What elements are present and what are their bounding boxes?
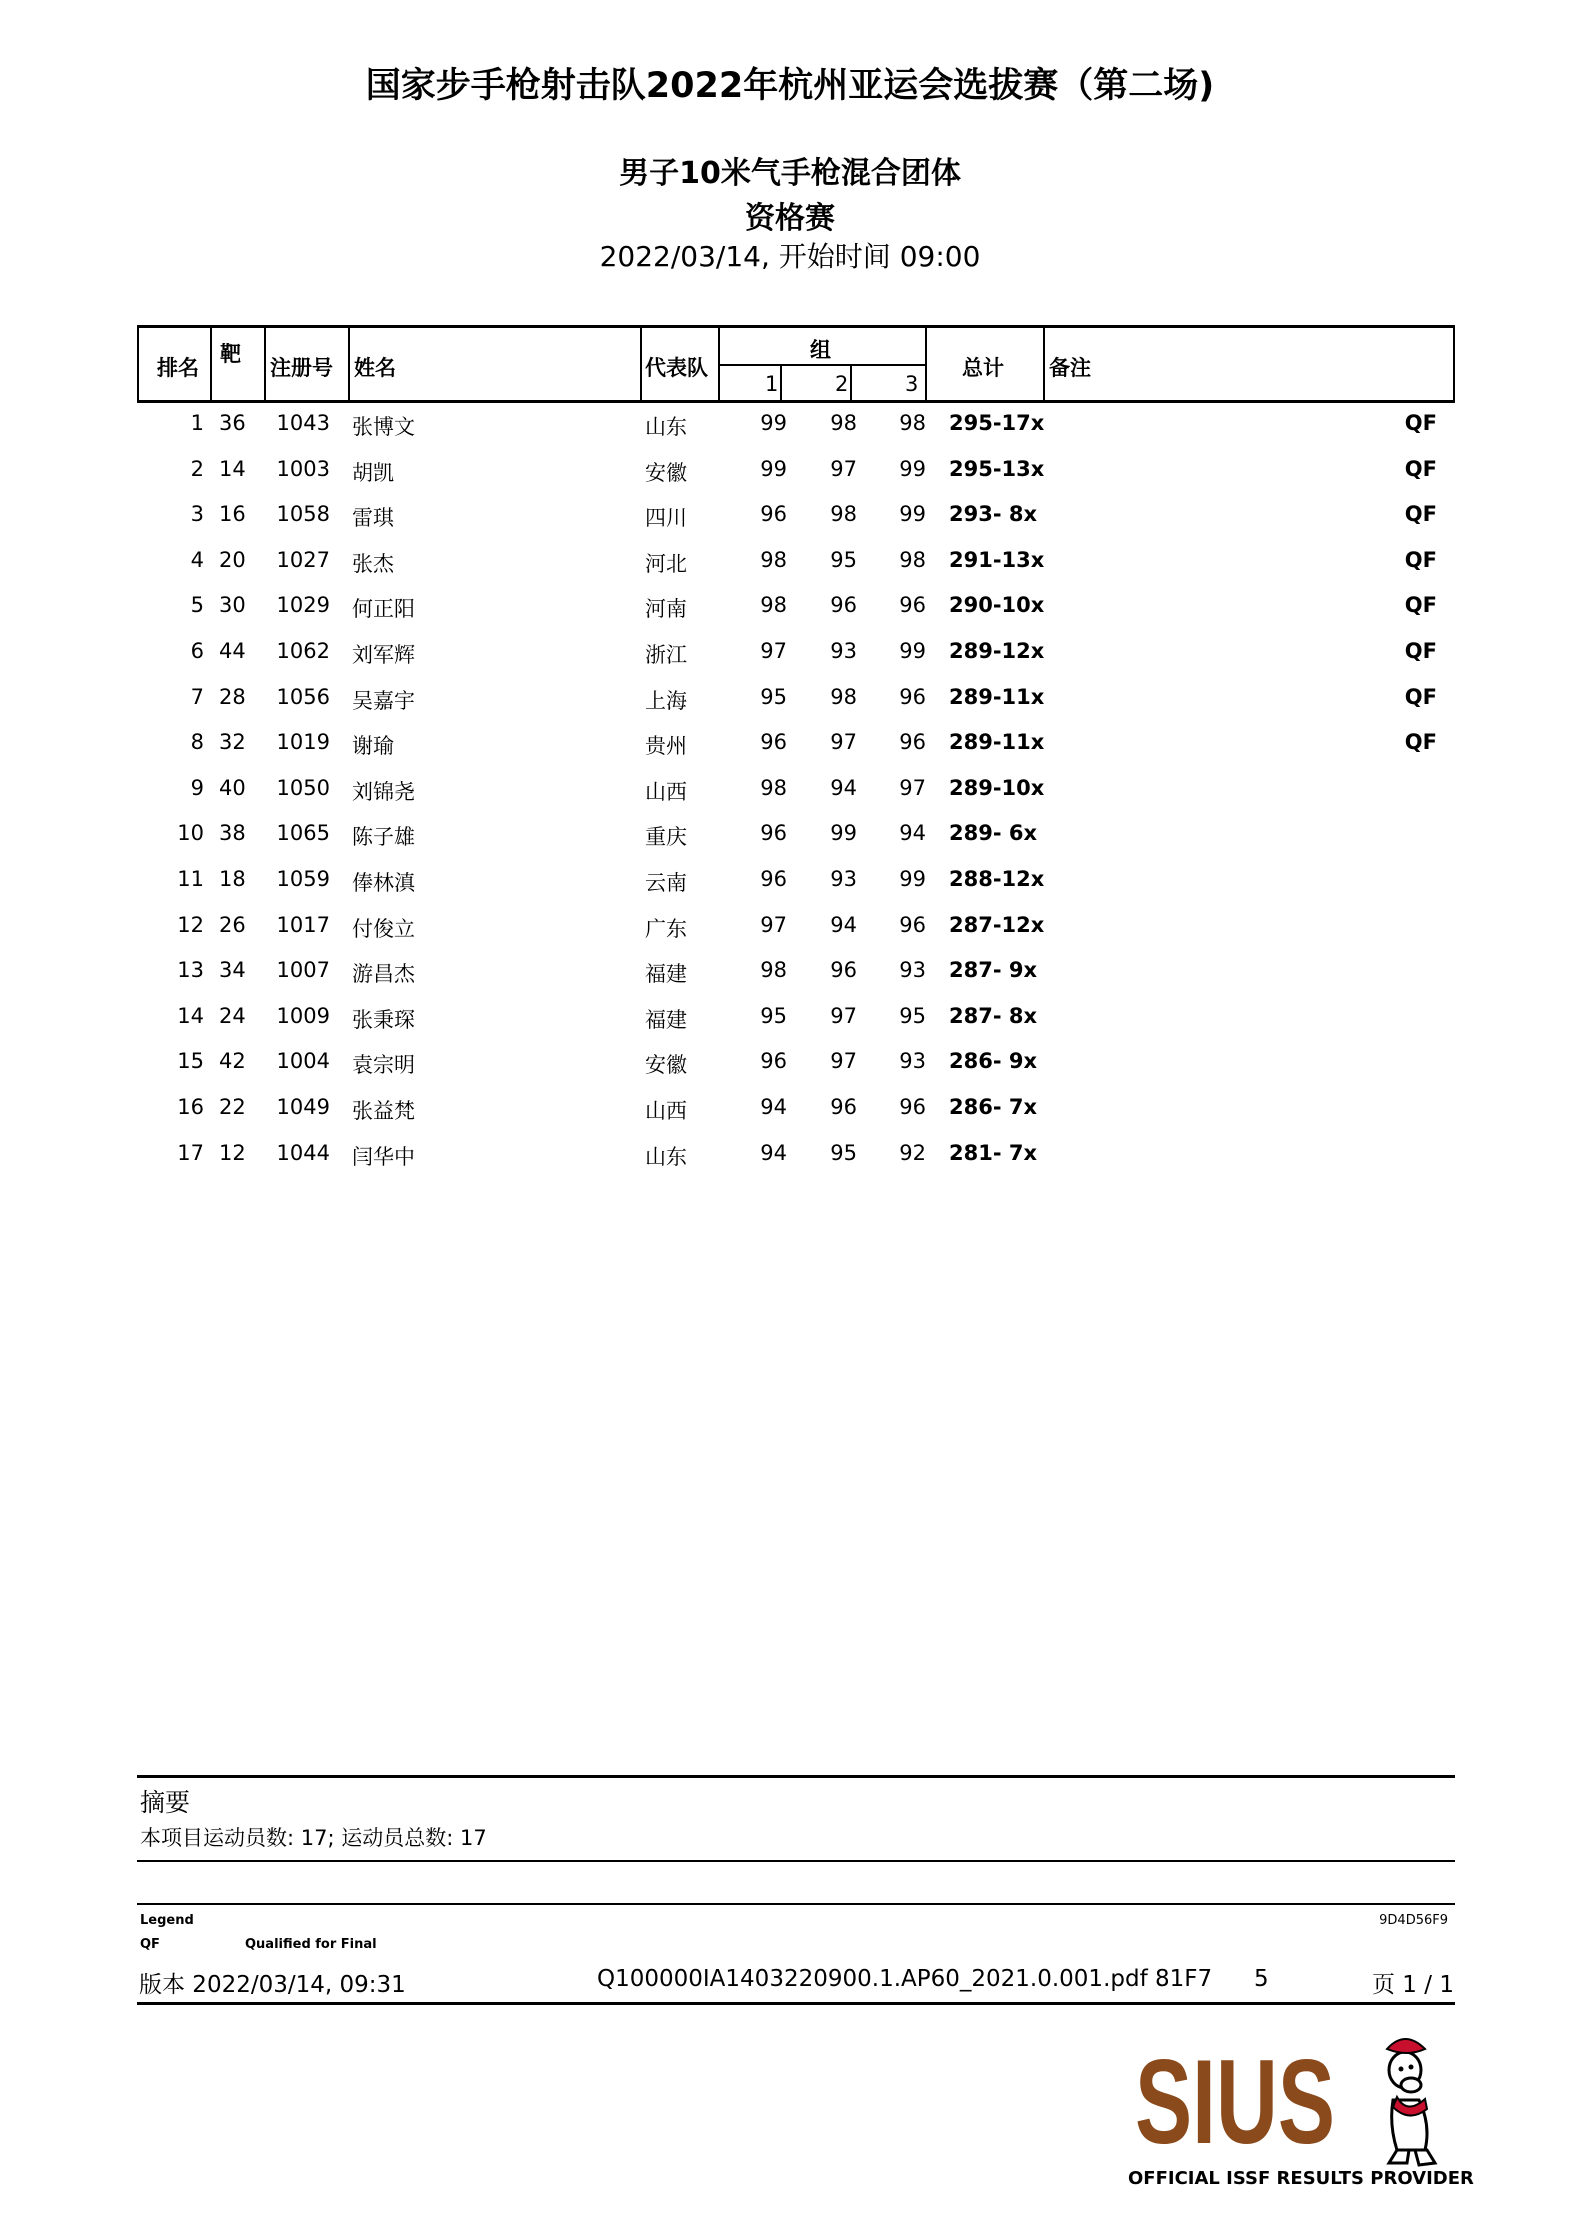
total-cell: 287-12x [949, 912, 1045, 937]
name-cell: 刘军辉 [352, 642, 415, 667]
reg-cell: 1059 [276, 866, 330, 891]
reg-cell: 1050 [276, 775, 330, 800]
total-cell: 286- 7x [949, 1094, 1038, 1119]
reg-cell: 1027 [276, 547, 330, 572]
target-cell: 30 [219, 593, 246, 618]
table-row [137, 451, 1455, 497]
series-1-cell: 97 [760, 638, 787, 663]
divider [850, 364, 852, 403]
team-cell: 广东 [645, 916, 687, 941]
target-cell: 42 [219, 1049, 246, 1074]
team-cell: 河北 [645, 551, 687, 576]
series-1-cell: 99 [760, 411, 787, 435]
series-2-cell: 97 [830, 456, 857, 481]
series-2-cell: 97 [830, 1003, 857, 1028]
series-3-cell: 99 [899, 866, 926, 891]
series-2-cell: 93 [830, 866, 857, 891]
footer-version: 版本 2022/03/14, 09:31 [139, 1972, 406, 1998]
name-cell: 张益梵 [352, 1098, 415, 1123]
reg-cell: 1019 [276, 730, 330, 755]
team-cell: 山西 [645, 1098, 687, 1123]
rank-cell: 16 [177, 1094, 204, 1119]
series-2-cell: 96 [830, 1094, 857, 1119]
series-3-cell: 98 [899, 547, 926, 572]
divider [137, 2002, 1455, 2005]
table-row [137, 861, 1455, 907]
target-cell: 40 [219, 775, 246, 800]
footer-code: 81F7 [1155, 1966, 1213, 1992]
legend-title: Legend [140, 1913, 194, 1928]
series-3-cell: 96 [899, 1094, 926, 1119]
team-cell: 浙江 [645, 642, 687, 667]
total-cell: 288-12x [949, 866, 1045, 891]
series-3-cell: 96 [899, 684, 926, 709]
rank-cell: 7 [190, 684, 204, 709]
summary-text: 本项目运动员数: 17; 运动员总数: 17 [140, 1826, 487, 1850]
series-1-cell: 99 [760, 456, 787, 481]
rank-cell: 3 [190, 502, 204, 527]
name-cell: 胡凯 [352, 460, 394, 485]
rank-cell: 13 [177, 958, 204, 983]
remark-cell: QF [1404, 547, 1437, 572]
series-2-cell: 96 [830, 958, 857, 983]
table-row [137, 679, 1455, 725]
target-cell: 24 [219, 1003, 246, 1028]
name-cell: 谢瑜 [352, 734, 394, 759]
remark-cell: QF [1404, 456, 1437, 481]
target-cell: 12 [219, 1140, 246, 1165]
name-cell: 张秉琛 [352, 1007, 415, 1032]
reg-cell: 1043 [276, 411, 330, 435]
target-cell: 20 [219, 547, 246, 572]
total-cell: 286- 9x [949, 1049, 1038, 1074]
series-3-cell: 93 [899, 1049, 926, 1074]
logo-brand: SIUS [1135, 2035, 1335, 2169]
total-cell: 291-13x [949, 547, 1045, 572]
target-cell: 44 [219, 638, 246, 663]
reg-cell: 1062 [276, 638, 330, 663]
team-cell: 贵州 [645, 734, 687, 759]
col-series-2: 2 [835, 372, 849, 396]
table-row [137, 1089, 1455, 1135]
series-1-cell: 94 [760, 1094, 787, 1119]
series-2-cell: 96 [830, 593, 857, 618]
team-cell: 福建 [645, 962, 687, 987]
rank-cell: 8 [190, 730, 204, 755]
reg-cell: 1017 [276, 912, 330, 937]
table-row [137, 907, 1455, 953]
table-row [137, 815, 1455, 861]
col-series-3: 3 [905, 372, 919, 396]
series-1-cell: 96 [760, 502, 787, 527]
table-row [137, 724, 1455, 770]
table-row [137, 1043, 1455, 1089]
col-rank: 排名 [157, 356, 199, 380]
divider [925, 325, 927, 403]
name-cell: 何正阳 [352, 597, 415, 622]
series-3-cell: 96 [899, 593, 926, 618]
remark-cell: QF [1404, 502, 1437, 527]
table-row [137, 542, 1455, 588]
table-row [137, 1135, 1455, 1181]
name-cell: 吴嘉宇 [352, 688, 415, 713]
table-row [137, 952, 1455, 998]
team-cell: 四川 [645, 506, 687, 531]
target-cell: 14 [219, 456, 246, 481]
total-cell: 295-13x [949, 456, 1045, 481]
name-cell: 袁宗明 [352, 1053, 415, 1078]
footer-page: 页 1 / 1 [1372, 1972, 1454, 1998]
footer-number: 5 [1254, 1966, 1269, 1992]
target-cell: 16 [219, 502, 246, 527]
series-1-cell: 98 [760, 547, 787, 572]
legend-code: QF [140, 1937, 160, 1952]
series-3-cell: 97 [899, 775, 926, 800]
divider [1043, 325, 1045, 403]
team-cell: 重庆 [645, 825, 687, 850]
name-cell: 刘锦尧 [352, 779, 415, 804]
series-2-cell: 95 [830, 547, 857, 572]
series-3-cell: 99 [899, 456, 926, 481]
rank-cell: 17 [177, 1140, 204, 1165]
series-1-cell: 96 [760, 730, 787, 755]
team-cell: 山西 [645, 779, 687, 804]
table-row [137, 405, 1455, 451]
remark-cell: QF [1404, 684, 1437, 709]
series-2-cell: 94 [830, 775, 857, 800]
col-team: 代表队 [645, 356, 708, 380]
series-2-cell: 97 [830, 1049, 857, 1074]
series-3-cell: 92 [899, 1140, 926, 1165]
total-cell: 287- 9x [949, 958, 1038, 983]
target-cell: 22 [219, 1094, 246, 1119]
divider [137, 1775, 1455, 1778]
results-list [137, 405, 1455, 1180]
team-cell: 云南 [645, 870, 687, 895]
series-2-cell: 95 [830, 1140, 857, 1165]
rank-cell: 2 [190, 456, 204, 481]
rank-cell: 6 [190, 638, 204, 663]
col-total: 总计 [962, 356, 1004, 380]
series-3-cell: 98 [899, 411, 926, 435]
team-cell: 山东 [645, 1144, 687, 1169]
team-cell: 安徽 [645, 1053, 687, 1078]
total-cell: 289- 6x [949, 821, 1038, 846]
series-1-cell: 94 [760, 1140, 787, 1165]
event-date: 2022/03/14, 开始时间 09:00 [599, 240, 981, 273]
table-row [137, 587, 1455, 633]
series-1-cell: 96 [760, 866, 787, 891]
series-2-cell: 98 [830, 684, 857, 709]
divider [718, 364, 925, 366]
remark-cell: QF [1404, 593, 1437, 618]
target-cell: 36 [219, 411, 246, 435]
total-cell: 293- 8x [949, 502, 1038, 527]
name-cell: 游昌杰 [352, 962, 415, 987]
team-cell: 安徽 [645, 460, 687, 485]
divider [264, 325, 266, 403]
series-1-cell: 96 [760, 1049, 787, 1074]
mascot-icon [1135, 2015, 1455, 2175]
series-2-cell: 98 [830, 411, 857, 435]
logo-tagline: OFFICIAL ISSF RESULTS PROVIDER [1128, 2168, 1474, 2189]
divider [137, 1860, 1455, 1862]
series-2-cell: 94 [830, 912, 857, 937]
target-cell: 32 [219, 730, 246, 755]
total-cell: 289-11x [949, 730, 1045, 755]
name-cell: 雷琪 [352, 506, 394, 531]
series-1-cell: 95 [760, 1003, 787, 1028]
series-3-cell: 94 [899, 821, 926, 846]
col-series-1: 1 [765, 372, 779, 396]
table-row [137, 633, 1455, 679]
series-1-cell: 97 [760, 912, 787, 937]
reg-cell: 1007 [276, 958, 330, 983]
series-3-cell: 99 [899, 638, 926, 663]
team-cell: 上海 [645, 688, 687, 713]
series-2-cell: 97 [830, 730, 857, 755]
reg-cell: 1044 [276, 1140, 330, 1165]
table-row [137, 770, 1455, 816]
series-1-cell: 98 [760, 593, 787, 618]
target-cell: 28 [219, 684, 246, 709]
target-cell: 18 [219, 866, 246, 891]
total-cell: 287- 8x [949, 1003, 1038, 1028]
total-cell: 281- 7x [949, 1140, 1038, 1165]
checksum: 9D4D56F9 [1379, 1913, 1448, 1928]
summary-title: 摘要 [140, 1788, 191, 1817]
divider [640, 325, 642, 403]
reg-cell: 1029 [276, 593, 330, 618]
reg-cell: 1049 [276, 1094, 330, 1119]
col-target: 靶 [220, 342, 241, 366]
rank-cell: 12 [177, 912, 204, 937]
name-cell: 张杰 [352, 551, 394, 576]
rank-cell: 9 [190, 775, 204, 800]
reg-cell: 1003 [276, 456, 330, 481]
divider [210, 325, 212, 403]
team-cell: 福建 [645, 1007, 687, 1032]
rank-cell: 14 [177, 1003, 204, 1028]
footer-file: Q100000IA1403220900.1.AP60_2021.0.001.pdf [597, 1966, 1148, 1992]
series-1-cell: 98 [760, 958, 787, 983]
rank-cell: 15 [177, 1049, 204, 1074]
legend-description: Qualified for Final [245, 1937, 377, 1952]
col-group: 组 [810, 338, 831, 362]
rank-cell: 1 [190, 411, 204, 435]
series-1-cell: 96 [760, 821, 787, 846]
rank-cell: 4 [190, 547, 204, 572]
rank-cell: 5 [190, 593, 204, 618]
remark-cell: QF [1404, 730, 1437, 755]
series-2-cell: 93 [830, 638, 857, 663]
series-3-cell: 99 [899, 502, 926, 527]
name-cell: 俸林滇 [352, 870, 415, 895]
target-cell: 34 [219, 958, 246, 983]
col-name: 姓名 [354, 356, 396, 380]
phase-name: 资格赛 [745, 201, 835, 236]
total-cell: 290-10x [949, 593, 1045, 618]
table-row [137, 496, 1455, 542]
table-row [137, 998, 1455, 1044]
series-3-cell: 93 [899, 958, 926, 983]
divider [137, 1903, 1455, 1905]
team-cell: 山东 [645, 415, 687, 439]
document-title: 国家步手枪射击队2022年杭州亚运会选拔赛（第二场) [365, 66, 1215, 106]
total-cell: 289-10x [949, 775, 1045, 800]
total-cell: 295-17x [949, 411, 1045, 435]
col-reg: 注册号 [270, 356, 333, 380]
reg-cell: 1056 [276, 684, 330, 709]
series-3-cell: 96 [899, 912, 926, 937]
rank-cell: 11 [177, 866, 204, 891]
reg-cell: 1058 [276, 502, 330, 527]
rank-cell: 10 [177, 821, 204, 846]
name-cell: 闫华中 [352, 1144, 415, 1169]
series-3-cell: 95 [899, 1003, 926, 1028]
target-cell: 26 [219, 912, 246, 937]
reg-cell: 1004 [276, 1049, 330, 1074]
name-cell: 陈子雄 [352, 825, 415, 850]
name-cell: 张博文 [352, 415, 415, 439]
reg-cell: 1009 [276, 1003, 330, 1028]
series-1-cell: 98 [760, 775, 787, 800]
total-cell: 289-12x [949, 638, 1045, 663]
series-1-cell: 95 [760, 684, 787, 709]
divider [348, 325, 350, 403]
event-name: 男子10米气手枪混合团体 [619, 156, 961, 191]
name-cell: 付俊立 [352, 916, 415, 941]
reg-cell: 1065 [276, 821, 330, 846]
total-cell: 289-11x [949, 684, 1045, 709]
series-3-cell: 96 [899, 730, 926, 755]
divider [780, 364, 782, 403]
col-remarks: 备注 [1049, 356, 1091, 380]
target-cell: 38 [219, 821, 246, 846]
series-2-cell: 99 [830, 821, 857, 846]
remark-cell: QF [1404, 638, 1437, 663]
remark-cell: QF [1404, 411, 1437, 435]
team-cell: 河南 [645, 597, 687, 622]
series-2-cell: 98 [830, 502, 857, 527]
